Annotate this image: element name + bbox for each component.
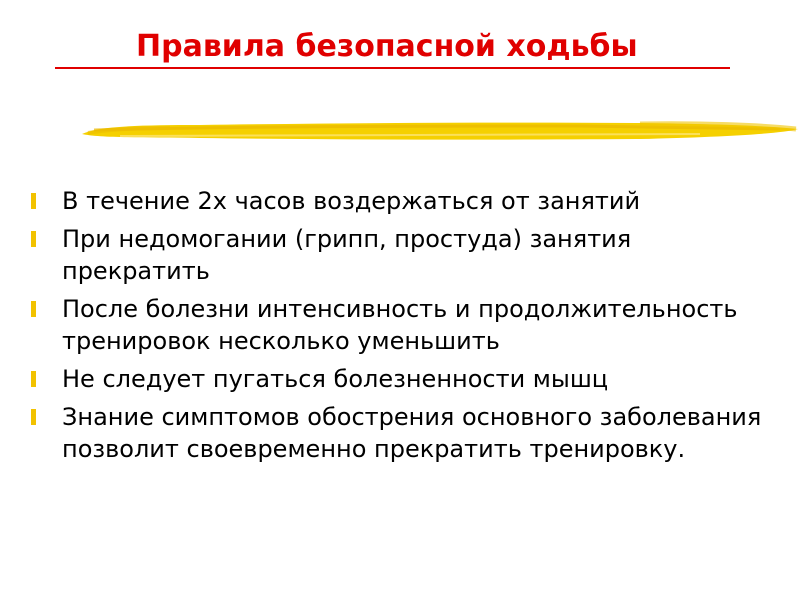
bullet-text: В течение 2х часов воздержаться от занятий	[62, 187, 641, 215]
bullet-marker	[31, 409, 36, 425]
bullet-text: Знание симптомов обострения основного заболевания позволит своевременно прекратить тренировку.	[62, 403, 762, 463]
bullet-text: После болезни интенсивность и продолжительность тренировок несколько уменьшить	[62, 295, 738, 355]
bullet-marker	[31, 371, 36, 387]
bullet-marker	[31, 301, 36, 317]
bullet-marker	[31, 193, 36, 209]
bullet-text: Не следует пугаться болезненности мышц	[62, 365, 609, 393]
list-item	[26, 185, 781, 217]
list-item	[26, 293, 781, 357]
title-underline	[55, 67, 730, 69]
list-item	[26, 363, 781, 395]
bullet-text: При недомогании (грипп, простуда) занятия прекратить	[62, 225, 632, 285]
list-item	[26, 401, 781, 465]
slide-title: Правила безопасной ходьбы	[136, 29, 638, 64]
yellow-brush-stroke	[80, 112, 800, 148]
list-item	[26, 223, 781, 287]
bullet-marker	[31, 231, 36, 247]
bullet-list	[26, 185, 781, 471]
